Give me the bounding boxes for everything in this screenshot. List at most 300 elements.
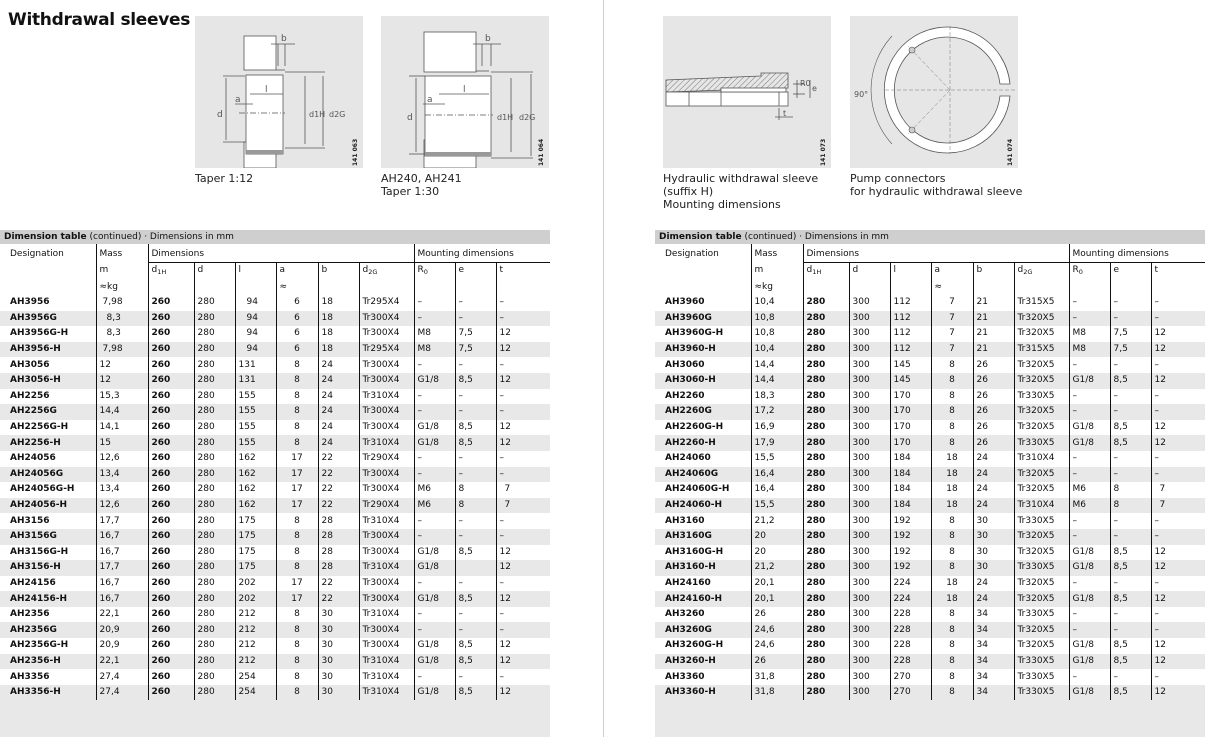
cell-d1h: 260 [148,545,194,561]
cell-d2g: Tr295X4 [359,295,414,311]
cell-designation: AH2356-H [0,654,96,670]
table-row [655,560,1205,576]
cell-e: 7,5 [1110,326,1151,342]
cell-b: 26 [973,404,1014,420]
col-d2g-label: d [362,265,369,275]
header-spacer [414,280,455,295]
cell-d1h: 280 [803,560,849,576]
table-row [0,467,550,483]
cell-t: – [496,451,550,467]
cell-designation: AH3156 [0,513,96,529]
cell-d2g: Tr300X4 [359,545,414,561]
cell-mass: 21,2 [751,513,803,529]
cell-b: 24 [318,435,359,451]
cell-b: 28 [318,529,359,545]
cell-t: 12 [1151,326,1205,342]
figure-caption [850,172,1022,198]
cell-mass: 24,6 [751,622,803,638]
cell-mass: 22,1 [96,654,148,670]
cell-designation: AH24060 [655,451,751,467]
cell-d2g: Tr300X4 [359,638,414,654]
cell-d: 300 [849,669,890,685]
cell-d2g: Tr300X4 [359,482,414,498]
cell-designation: AH3156-H [0,560,96,576]
cell-a: 8 [931,622,973,638]
cell-d2g: Tr300X4 [359,404,414,420]
cell-l: 162 [235,451,276,467]
cell-e: 8,5 [1110,638,1151,654]
cell-a: 8 [276,373,318,389]
cell-r0: M8 [1069,326,1110,342]
cell-d2g: Tr300X4 [359,529,414,545]
cell-d1h: 260 [148,513,194,529]
cell-d2g: Tr290X4 [359,498,414,514]
cell-e: – [1110,404,1151,420]
cell-e: – [1110,669,1151,685]
cell-designation: AH2260G [655,404,751,420]
header-spacer [496,280,550,295]
cell-r0: – [1069,451,1110,467]
cell-e: 8,5 [455,591,496,607]
table-row [655,576,1205,592]
header-spacer [359,280,414,295]
cell-t: – [1151,529,1205,545]
sleeve-drawing-icon [381,16,549,168]
cell-designation: AH3156G-H [0,545,96,561]
cell-mass: 14,4 [751,357,803,373]
cell-r0: G1/8 [414,591,455,607]
table-row [655,326,1205,342]
table-row [0,576,550,592]
cell-d2g: Tr310X4 [359,435,414,451]
cell-d1h: 280 [803,326,849,342]
col-t: t [1151,263,1205,281]
cell-a: 8 [931,389,973,405]
cell-d: 280 [194,545,235,561]
cell-a: 8 [931,654,973,670]
cell-l: 112 [890,326,931,342]
cell-t: 12 [496,638,550,654]
col-e: e [1110,263,1151,281]
cell-e: – [1110,357,1151,373]
table-row [655,467,1205,483]
cell-designation: AH2256 [0,389,96,405]
col-d: d [849,263,890,281]
cell-designation: AH2260-H [655,435,751,451]
col-r0 [414,263,455,281]
cell-l: 155 [235,435,276,451]
cell-d: 280 [194,622,235,638]
table-row [655,311,1205,327]
caption-line: Mounting dimensions [663,198,781,211]
cell-t: – [496,357,550,373]
cell-d2g: Tr330X5 [1014,389,1069,405]
cell-b: 34 [973,622,1014,638]
cell-d1h: 260 [148,560,194,576]
cell-b: 18 [318,311,359,327]
pump-connector-ring-icon [850,16,1018,168]
col-d1h [148,263,194,281]
cell-l: 94 [235,295,276,311]
cell-designation: AH2356 [0,607,96,623]
cell-r0: – [1069,295,1110,311]
table-row [655,622,1205,638]
col-a: a [276,263,318,281]
cell-b: 30 [318,669,359,685]
cell-mass: 22,1 [96,607,148,623]
cell-b: 22 [318,576,359,592]
table-row [655,669,1205,685]
cell-r0: G1/8 [414,560,455,576]
cell-d: 300 [849,420,890,436]
table-row [0,498,550,514]
cell-mass: 16,7 [96,576,148,592]
cell-l: 212 [235,638,276,654]
header-spacer [973,280,1014,295]
cell-r0: – [1069,576,1110,592]
cell-d1h: 260 [148,669,194,685]
cell-d1h: 280 [803,591,849,607]
cell-t: 12 [1151,560,1205,576]
cell-b: 24 [318,404,359,420]
dimension-table-left [0,230,550,737]
cell-designation: AH3260G [655,622,751,638]
header-spacer [803,280,849,295]
cell-t: 12 [1151,638,1205,654]
cell-b: 24 [973,451,1014,467]
cell-designation: AH3356 [0,669,96,685]
cell-d2g: Tr310X4 [1014,451,1069,467]
cell-d: 300 [849,342,890,358]
cell-d1h: 260 [148,607,194,623]
cell-designation: AH2256-H [0,435,96,451]
cell-a: 8 [276,669,318,685]
cell-e: – [455,669,496,685]
cell-d1h: 260 [148,435,194,451]
cell-mass: 10,8 [751,326,803,342]
table-row [0,311,550,327]
cell-d2g: Tr300X4 [359,373,414,389]
cell-r0: G1/8 [414,545,455,561]
cell-d: 300 [849,498,890,514]
cell-d: 280 [194,576,235,592]
col-d1h-sub: 1H [812,268,822,276]
cell-l: 94 [235,342,276,358]
header-spacer [235,280,276,295]
header-spacer [1069,280,1110,295]
cell-d: 280 [194,467,235,483]
cell-r0: – [414,311,455,327]
header-spacer [1151,280,1205,295]
cell-d2g: Tr320X5 [1014,622,1069,638]
figure-hydraulic-sleeve [663,16,831,168]
cell-designation: AH2260G-H [655,420,751,436]
cell-d1h: 260 [148,654,194,670]
cell-r0: – [1069,311,1110,327]
table-caption-bold: Dimension table [659,232,742,242]
col-r0-label: R [1072,265,1079,275]
table-row [655,591,1205,607]
cell-l: 184 [890,498,931,514]
cell-t: 12 [496,545,550,561]
cell-d1h: 260 [148,342,194,358]
cell-b: 26 [973,389,1014,405]
cell-t: – [1151,513,1205,529]
cell-d: 280 [194,529,235,545]
cell-l: 270 [890,685,931,701]
cell-d1h: 260 [148,373,194,389]
cell-mass: 15,3 [96,389,148,405]
table-row [655,654,1205,670]
cell-designation: AH24056G [0,467,96,483]
cell-b: 22 [318,591,359,607]
cell-r0: – [414,576,455,592]
cell-d2g: Tr330X5 [1014,685,1069,701]
col-mass-symbol: m [751,263,803,281]
cell-t: 12 [496,342,550,358]
cell-a: 8 [931,685,973,701]
cell-mass: 24,6 [751,638,803,654]
cell-l: 94 [235,326,276,342]
cell-a: 7 [931,342,973,358]
col-t: t [496,263,550,281]
cell-r0: G1/8 [414,373,455,389]
col-a: a [931,263,973,281]
cell-t: – [496,404,550,420]
cell-a: 17 [276,591,318,607]
cell-d1h: 260 [148,326,194,342]
cell-d1h: 280 [803,529,849,545]
cell-a: 8 [931,513,973,529]
cell-b: 21 [973,326,1014,342]
figure-caption [381,172,462,198]
cell-r0: – [414,295,455,311]
cell-l: 192 [890,513,931,529]
cell-designation: AH3056 [0,357,96,373]
table-row [655,357,1205,373]
cell-r0: – [1069,669,1110,685]
cell-a: 6 [276,311,318,327]
cell-t: 12 [1151,685,1205,701]
cell-a: 17 [276,498,318,514]
cell-t: 12 [1151,654,1205,670]
cell-e: – [1110,295,1151,311]
col-d1h-label: d [151,265,158,275]
cell-b: 34 [973,654,1014,670]
col-e: e [455,263,496,281]
cell-d1h: 260 [148,467,194,483]
cell-d1h: 260 [148,420,194,436]
header-spacer [318,280,359,295]
table-row [655,420,1205,436]
cell-d: 300 [849,685,890,701]
cell-d1h: 280 [803,420,849,436]
col-mass-unit: ≈kg [96,280,148,295]
cell-d: 280 [194,482,235,498]
cell-mass: 12 [96,373,148,389]
cell-t: 12 [1151,545,1205,561]
cell-mass: 14,4 [751,373,803,389]
cell-d2g: Tr320X5 [1014,467,1069,483]
cell-e: – [1110,529,1151,545]
table-caption [0,230,550,244]
col-mass: Mass [751,244,803,263]
cell-d2g: Tr310X4 [359,654,414,670]
cell-l: 228 [890,622,931,638]
cell-designation: AH3160G-H [655,545,751,561]
cell-t: 12 [496,560,550,576]
cell-t: 12 [1151,435,1205,451]
cell-a: 8 [931,529,973,545]
cell-b: 30 [973,545,1014,561]
cell-d2g: Tr320X5 [1014,311,1069,327]
cell-mass: 14,1 [96,420,148,436]
cell-t: 12 [1151,420,1205,436]
cell-b: 18 [318,342,359,358]
col-mass-unit: ≈kg [751,280,803,295]
cell-l: 228 [890,638,931,654]
cell-b: 34 [973,669,1014,685]
cell-d2g: Tr300X4 [359,311,414,327]
cell-d1h: 260 [148,576,194,592]
cell-e: – [1110,622,1151,638]
cell-d: 300 [849,467,890,483]
cell-mass: 17,9 [751,435,803,451]
cell-designation: AH3160 [655,513,751,529]
table-row [0,420,550,436]
cell-d1h: 280 [803,669,849,685]
cell-l: 112 [890,295,931,311]
cell-t: – [1151,622,1205,638]
table-caption-rest: (continued) · Dimensions in mm [86,232,234,242]
cell-e: 7,5 [455,326,496,342]
cell-designation: AH24056 [0,451,96,467]
table-row [655,404,1205,420]
cell-e: – [1110,311,1151,327]
cell-a: 8 [931,638,973,654]
cell-d1h: 260 [148,529,194,545]
cell-e: – [455,311,496,327]
cell-designation: AH24160 [655,576,751,592]
cell-e: – [455,529,496,545]
table-caption [655,230,1205,244]
cell-l: 228 [890,607,931,623]
col-d1h-label: d [806,265,813,275]
cell-a: 6 [276,326,318,342]
cell-l: 131 [235,357,276,373]
cell-t: – [1151,451,1205,467]
table-row [655,451,1205,467]
cell-mass: 27,4 [96,669,148,685]
cell-r0: – [1069,529,1110,545]
cell-d2g: Tr320X5 [1014,357,1069,373]
cell-l: 112 [890,311,931,327]
table-row [0,342,550,358]
cell-e: – [455,389,496,405]
cell-e: 8,5 [455,545,496,561]
cell-t: – [1151,607,1205,623]
cell-d: 280 [194,607,235,623]
cell-t: 12 [496,420,550,436]
cell-b: 24 [318,373,359,389]
table-row [0,482,550,498]
col-d2g-label: d [1017,265,1024,275]
cell-t: – [496,576,550,592]
label-a: a [427,95,433,105]
cell-l: 131 [235,373,276,389]
cell-mass: 10,4 [751,295,803,311]
cell-l: 175 [235,513,276,529]
cell-t: 7 [496,482,550,498]
cell-t: – [496,295,550,311]
cell-r0: G1/8 [414,654,455,670]
cell-designation: AH24156 [0,576,96,592]
cell-r0: M6 [1069,482,1110,498]
cell-designation: AH24056-H [0,498,96,514]
cell-r0: G1/8 [414,435,455,451]
table-row [655,373,1205,389]
col-d2g-sub: 2G [368,268,378,276]
cell-a: 18 [931,591,973,607]
cell-l: 184 [890,482,931,498]
cell-d: 280 [194,342,235,358]
cell-b: 34 [973,638,1014,654]
cell-designation: AH3960G [655,311,751,327]
cell-r0: G1/8 [1069,638,1110,654]
cell-t: 12 [1151,342,1205,358]
caption-line: (suffix H) [663,185,714,198]
cell-d: 300 [849,373,890,389]
cell-d1h: 260 [148,357,194,373]
col-b: b [318,263,359,281]
cell-mass: 16,9 [751,420,803,436]
cell-d: 300 [849,622,890,638]
cell-r0: – [1069,467,1110,483]
table-row [0,654,550,670]
cell-designation: AH24060G-H [655,482,751,498]
label-t: t [783,109,787,118]
table-row [0,389,550,405]
dimension-table [655,244,1205,700]
col-mounting: Mounting dimensions [414,244,550,263]
cell-t: – [1151,311,1205,327]
cell-a: 8 [276,435,318,451]
cell-e: – [455,295,496,311]
cell-designation: AH3156G [0,529,96,545]
cell-d: 280 [194,420,235,436]
table-row [655,482,1205,498]
cell-d: 300 [849,451,890,467]
cell-d1h: 260 [148,591,194,607]
cell-d2g: Tr320X5 [1014,529,1069,545]
cell-l: 202 [235,591,276,607]
cell-e [455,560,496,576]
cell-e: – [455,622,496,638]
cell-a: 17 [276,576,318,592]
cell-d: 280 [194,357,235,373]
cell-l: 192 [890,560,931,576]
cell-e: 8,5 [455,420,496,436]
cell-r0: M8 [414,342,455,358]
col-l: l [890,263,931,281]
table-row [655,545,1205,561]
cell-d2g: Tr320X5 [1014,420,1069,436]
cell-designation: AH3160G [655,529,751,545]
cell-a: 8 [276,357,318,373]
cell-t: 12 [496,685,550,701]
cell-d: 280 [194,451,235,467]
cell-t: 7 [496,498,550,514]
